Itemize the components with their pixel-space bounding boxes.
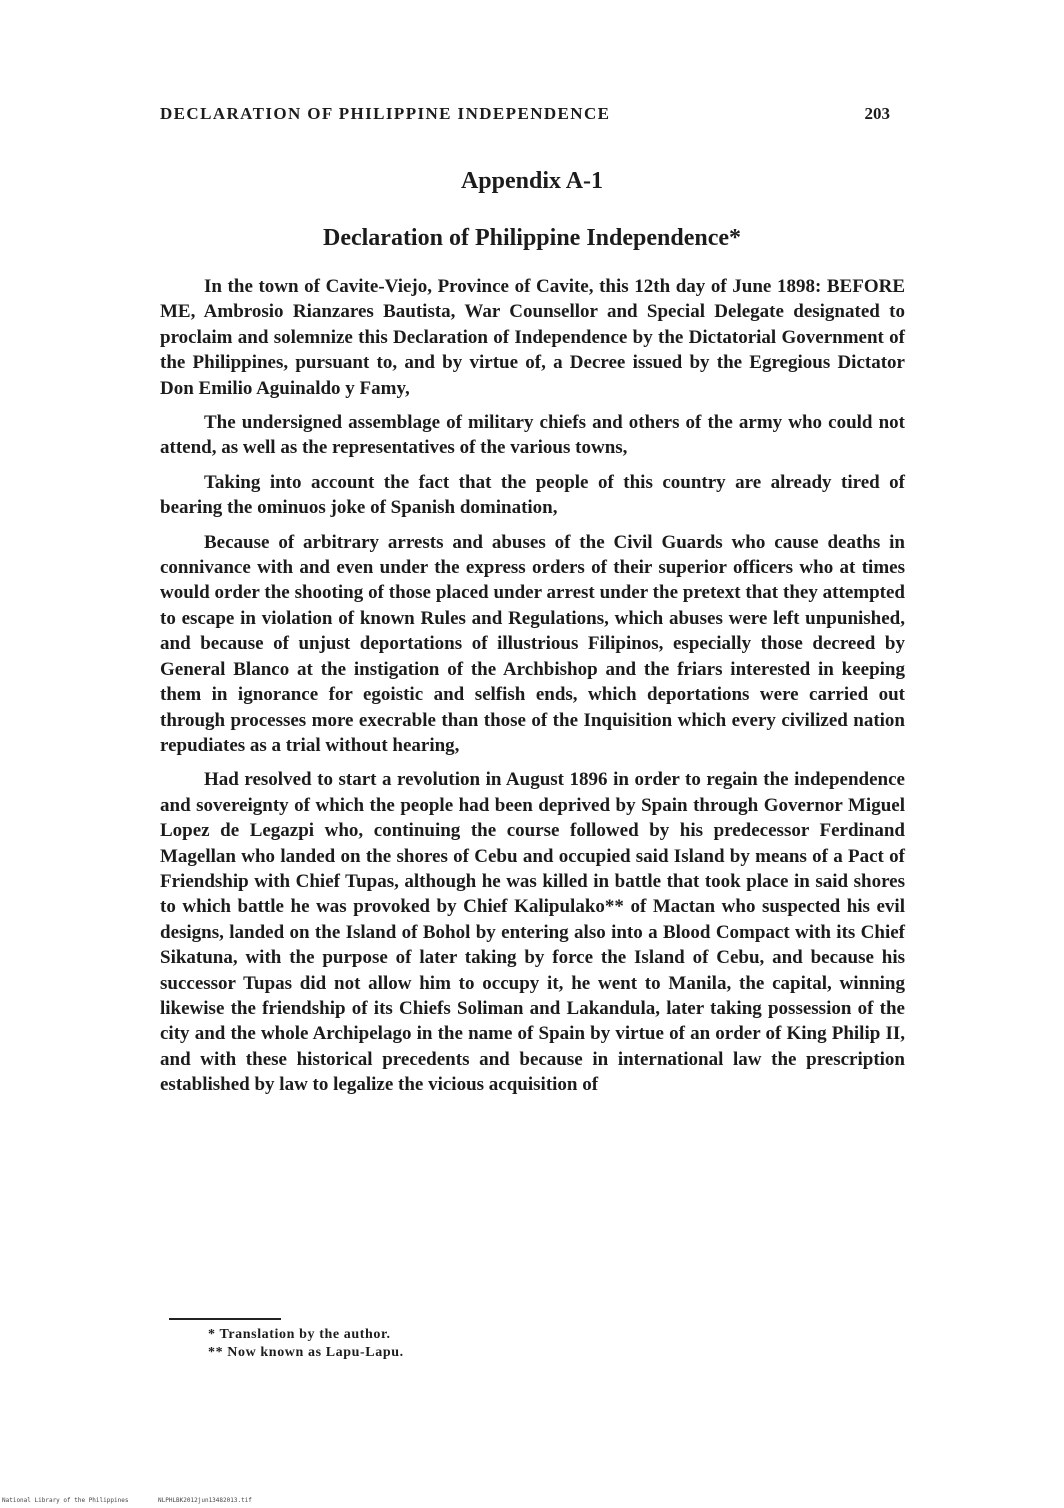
footnotes <box>208 1326 404 1362</box>
paragraph: Taking into account the fact that the people of this country are already tired of bearing the ominuos joke of Spanish domination, <box>160 471 905 519</box>
paragraph: In the town of Cavite-Viejo, Province of Cavite, this 12th day of June 1898: BEFORE ME, Ambrosio Rianzares Bautista, War Counsellor and Special Delegate designated to proclaim and solemnize this Declaration of Independence by the Dictatorial Government of the Philippines, pursuant to, and by virtue of, a Decree issued by the Egregious Dictator Don Emilio Aguinaldo y Famy, <box>160 276 905 399</box>
document-title: Declaration of Philippine Independence* <box>322 225 742 251</box>
footnote-divider <box>169 1318 281 1320</box>
body-text <box>160 274 905 1107</box>
paragraph: Had resolved to start a revolution in August 1896 in order to regain the independence and sovereignty of which the people had been deprived by Spain through Governor Miguel Lopez de Legazpi who, continuing the course followed by his predecessor Ferdinand Magellan who landed on the shores of Cebu and occupied said Island by means of a Pact of Friendship with Chief Tupas, although he was killed in battle that took place in said shores to which battle he was provoked by Chief Kalipulako** of Mactan who suspected his evil designs, landed on the Island of Bohol by entering also into a Blood Compact with its Chief Sikatuna, with the purpose of later taking by force the Island of Cebu, and because his successor Tupas did not allow him to occupy it, he went to Manila, the capital, winning likewise the friendship of its Chiefs Soliman and Lakandula, later taking possession of the city and the whole Archipelago in the name of Spain by virtue of an order of King Philip II, and with these historical precedents and because in international law the prescription established by law to legalize the vicious acquisition of <box>160 769 905 1096</box>
running-title: DECLARATION OF PHILIPPINE INDEPENDENCE <box>160 104 611 123</box>
library-name: National Library of the Philippines <box>2 1497 129 1504</box>
file-id: NLPHLBK2012jun13482013.tif <box>158 1497 252 1504</box>
paragraph: Because of arbitrary arrests and abuses of the Civil Guards who cause deaths in connivance with and even under the express orders of their superior officers who at times would order the shooting of those placed under arrest under the pretext that they attempted to escape in violation of known Rules and Regulations, which abuses were left unpunished, and because of unjust deportations of illustrious Filipinos, especially those decreed by General Blanco at the instigation of the Archbishop and the friars interested in keeping them in ignorance for egoistic and selfish ends, which deportations were carried out through processes more execrable than those of the Inquisition which every civilized nation repudiates as a trial without hearing, <box>160 531 905 756</box>
footnote: ** Now known as Lapu-Lapu. <box>208 1345 404 1360</box>
running-header <box>160 104 890 128</box>
appendix-label: Appendix A-1 <box>460 168 604 194</box>
page-number: 203 <box>864 104 890 123</box>
paragraph: The undersigned assemblage of military chiefs and others of the army who could not attend, as well as the representatives of the various towns, <box>160 412 905 459</box>
footnote: * Translation by the author. <box>208 1327 391 1342</box>
